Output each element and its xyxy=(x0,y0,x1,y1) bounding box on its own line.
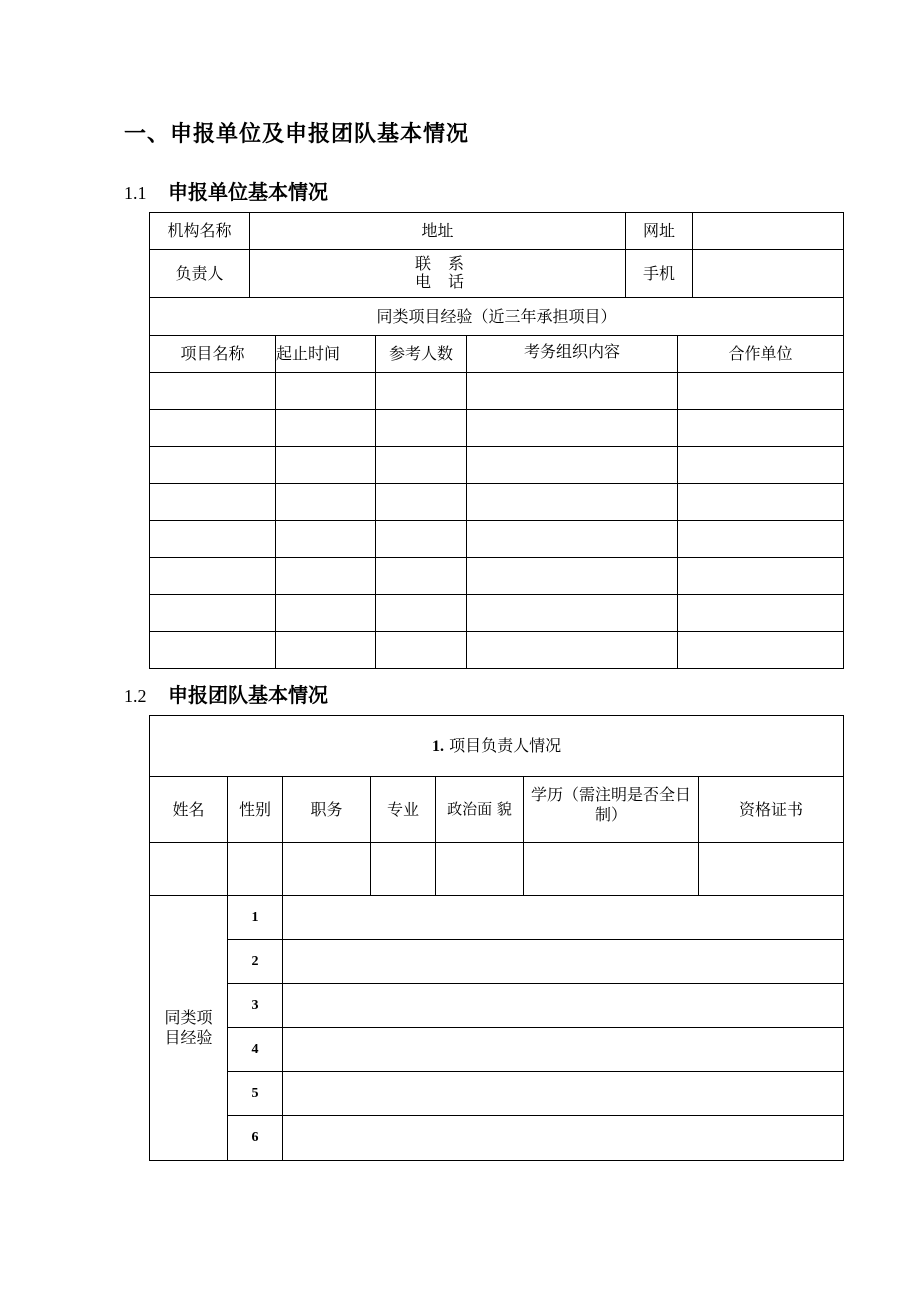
experience-entry[interactable] xyxy=(283,1116,844,1161)
cell[interactable] xyxy=(150,558,276,595)
col-period: 起止时间 xyxy=(276,336,376,373)
cell[interactable] xyxy=(276,447,376,484)
cell[interactable] xyxy=(678,595,844,632)
cell[interactable] xyxy=(467,521,678,558)
person-in-charge-label: 负责人 xyxy=(150,250,250,298)
org-name-label: 机构名称 xyxy=(150,213,250,250)
cell[interactable] xyxy=(467,632,678,669)
cell[interactable] xyxy=(150,484,276,521)
experience-entry[interactable] xyxy=(283,940,844,984)
leader-title-text: 项目负责人情况 xyxy=(449,735,562,755)
experience-number: 5 xyxy=(228,1072,283,1116)
cell[interactable] xyxy=(376,632,467,669)
leader-title-number: 1. xyxy=(431,737,444,755)
experience-label-text: 同类项目经验 xyxy=(164,1008,213,1047)
table-row xyxy=(150,595,844,632)
experience-entry[interactable] xyxy=(283,1072,844,1116)
cell[interactable] xyxy=(283,843,371,896)
col-participants: 参考人数 xyxy=(376,336,467,373)
cell[interactable] xyxy=(678,484,844,521)
cell[interactable] xyxy=(376,558,467,595)
section-number: 1.2 xyxy=(124,686,147,706)
cell[interactable] xyxy=(678,632,844,669)
team-leader-table xyxy=(149,715,844,1161)
leader-section-title xyxy=(150,716,844,777)
cell[interactable] xyxy=(150,447,276,484)
org-info-table xyxy=(149,212,844,298)
contact-phone-label xyxy=(250,250,626,298)
col-name: 姓名 xyxy=(150,777,228,843)
cell[interactable] xyxy=(376,373,467,410)
cell[interactable] xyxy=(150,595,276,632)
contact-phone-label-line2: 电 话 xyxy=(414,272,471,291)
experience-label xyxy=(150,896,228,1161)
col-political-status: 政治面 貌 xyxy=(436,777,524,843)
cell[interactable] xyxy=(467,484,678,521)
col-education: 学历（需注明是否全日制） xyxy=(524,777,699,843)
table-row xyxy=(150,843,844,896)
table-row xyxy=(150,447,844,484)
cell[interactable] xyxy=(678,521,844,558)
cell[interactable] xyxy=(150,410,276,447)
website-value[interactable] xyxy=(693,213,844,250)
col-certificate: 资格证书 xyxy=(699,777,844,843)
cell[interactable] xyxy=(524,843,699,896)
cell[interactable] xyxy=(228,843,283,896)
cell[interactable] xyxy=(467,558,678,595)
cell[interactable] xyxy=(678,447,844,484)
cell[interactable] xyxy=(276,632,376,669)
cell[interactable] xyxy=(467,410,678,447)
contact-phone-label-line1: 联 系 xyxy=(414,254,471,273)
cell[interactable] xyxy=(276,558,376,595)
table-row xyxy=(150,410,844,447)
cell[interactable] xyxy=(376,521,467,558)
cell[interactable] xyxy=(276,521,376,558)
table-row xyxy=(150,373,844,410)
section-heading-1-1 xyxy=(124,176,328,205)
cell[interactable] xyxy=(150,521,276,558)
experience-number: 2 xyxy=(228,940,283,984)
page-title: 一、申报单位及申报团队基本情况 xyxy=(124,122,470,147)
cell[interactable] xyxy=(699,843,844,896)
section-title: 申报团队基本情况 xyxy=(168,683,328,707)
col-project-name: 项目名称 xyxy=(150,336,276,373)
experience-entry[interactable] xyxy=(283,1028,844,1072)
website-label: 网址 xyxy=(626,213,693,250)
experience-number: 1 xyxy=(228,896,283,940)
experience-number: 4 xyxy=(228,1028,283,1072)
cell[interactable] xyxy=(371,843,436,896)
address-label: 地址 xyxy=(250,213,626,250)
section-title: 申报单位基本情况 xyxy=(168,180,328,204)
cell[interactable] xyxy=(276,484,376,521)
mobile-label: 手机 xyxy=(626,250,693,298)
experience-entry[interactable] xyxy=(283,896,844,940)
col-position: 职务 xyxy=(283,777,371,843)
cell[interactable] xyxy=(436,843,524,896)
col-gender: 性别 xyxy=(228,777,283,843)
col-exam-content: 考务组织内容 xyxy=(467,336,678,373)
cell[interactable] xyxy=(276,595,376,632)
cell[interactable] xyxy=(467,373,678,410)
experience-number: 3 xyxy=(228,984,283,1028)
cell[interactable] xyxy=(376,447,467,484)
cell[interactable] xyxy=(678,373,844,410)
cell[interactable] xyxy=(678,558,844,595)
cell[interactable] xyxy=(376,410,467,447)
leader-header-row xyxy=(150,777,844,843)
table-row xyxy=(150,558,844,595)
col-major: 专业 xyxy=(371,777,436,843)
experience-title: 同类项目经验（近三年承担项目） xyxy=(150,298,844,336)
cell[interactable] xyxy=(150,373,276,410)
section-number: 1.1 xyxy=(124,183,147,203)
cell[interactable] xyxy=(150,632,276,669)
experience-header-row xyxy=(150,336,844,373)
cell[interactable] xyxy=(678,410,844,447)
cell[interactable] xyxy=(376,484,467,521)
experience-entry[interactable] xyxy=(283,984,844,1028)
cell[interactable] xyxy=(150,843,228,896)
col-partner: 合作单位 xyxy=(678,336,844,373)
table-row xyxy=(150,521,844,558)
cell[interactable] xyxy=(467,447,678,484)
cell[interactable] xyxy=(467,595,678,632)
mobile-value[interactable] xyxy=(693,250,844,298)
experience-number: 6 xyxy=(228,1116,283,1161)
cell[interactable] xyxy=(376,595,467,632)
cell[interactable] xyxy=(276,373,376,410)
table-row xyxy=(150,632,844,669)
table-row xyxy=(150,484,844,521)
section-heading-1-2 xyxy=(124,679,328,708)
cell[interactable] xyxy=(276,410,376,447)
experience-table xyxy=(149,297,844,669)
